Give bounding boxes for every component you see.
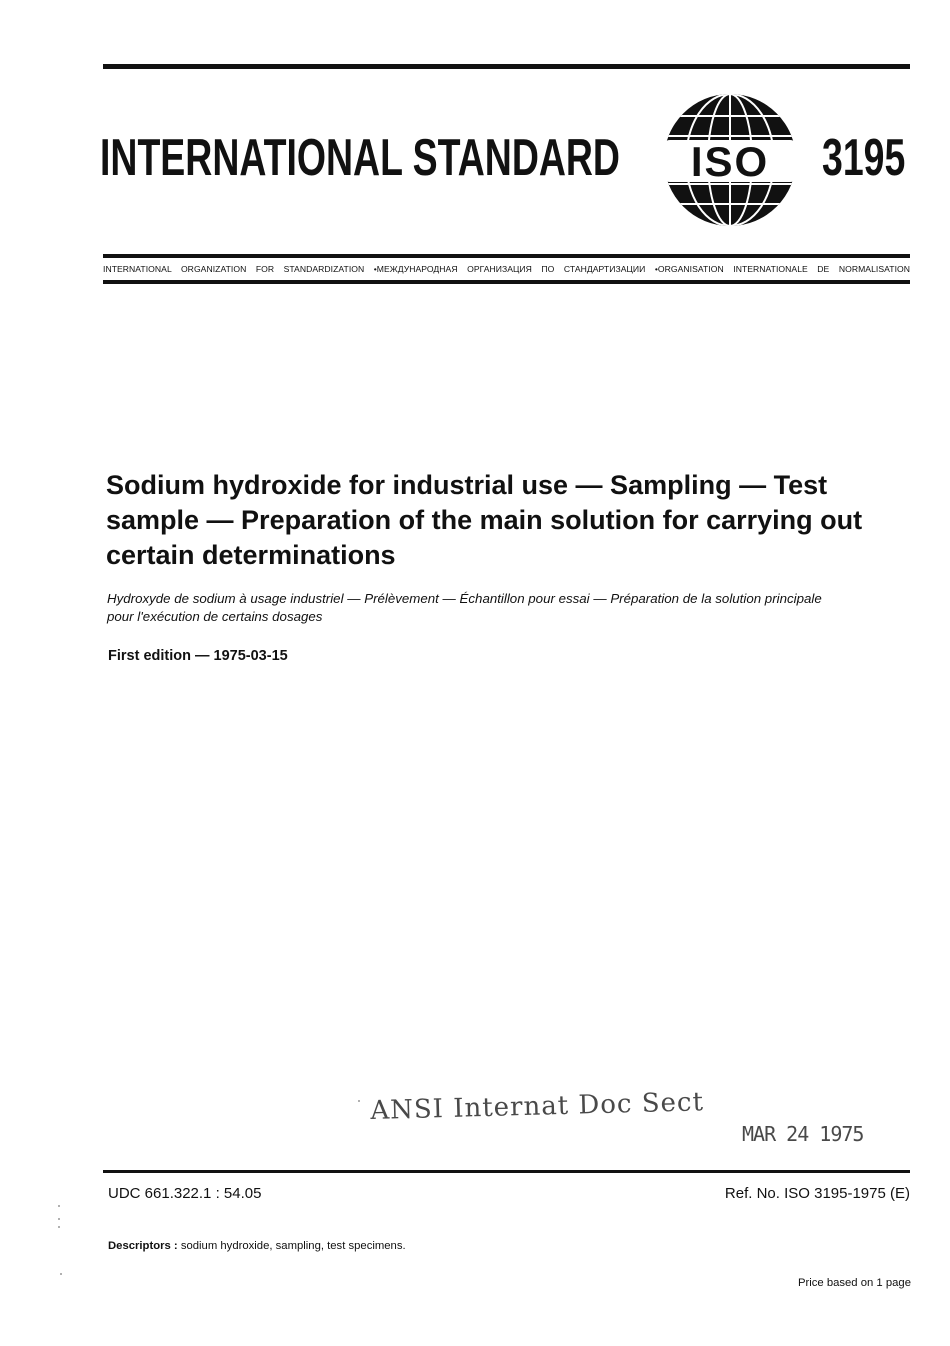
- standard-number: 3195: [822, 129, 906, 187]
- standard-title: INTERNATIONAL STANDARD: [100, 129, 620, 187]
- header-rule-upper: [103, 254, 910, 258]
- descriptors-label: Descriptors :: [108, 1240, 178, 1252]
- header-rule-lower: [103, 280, 910, 284]
- ansi-received-stamp: ANSI Internat Doc Sect: [370, 1087, 705, 1126]
- edition-line: First edition — 1975-03-15: [108, 648, 288, 664]
- document-title-english: Sodium hydroxide for industrial use — Sampling — Test sample — Preparation of the main solution for carrying out certain determinations: [106, 470, 863, 570]
- descriptors-text: sodium hydroxide, sampling, test specimens.: [177, 1240, 406, 1252]
- top-rule: [103, 64, 910, 69]
- organization-line: INTERNATIONAL ORGANIZATION FOR STANDARDIZATION •МЕЖДУНАРОДНАЯ ОРГАНИЗАЦИЯ ПО СТАНДАРТИЗАЦИИ •ORGANISATION INTERNATIONALE DE NORMALISATION: [103, 264, 910, 274]
- scan-speck: [58, 1218, 60, 1220]
- received-date-stamp: MAR 24 1975: [742, 1122, 864, 1146]
- document-title-french: Hydroxyde de sodium à usage industriel — Prélèvement — Échantillon pour essai — Préparation de la solution principale pour l'exécution de certains dosages: [107, 591, 822, 624]
- scan-speck: [58, 1226, 60, 1228]
- iso-logo-text: ISO: [690, 138, 770, 185]
- scan-speck: [358, 1100, 360, 1102]
- scan-speck: [60, 1273, 62, 1275]
- reference-number: Ref. No. ISO 3195-1975 (E): [724, 1185, 910, 1202]
- descriptors-line: [108, 1240, 406, 1252]
- footer-rule: [103, 1170, 910, 1173]
- udc-number: UDC 661.322.1 : 54.05: [108, 1185, 262, 1202]
- iso-globe-logo: [650, 88, 810, 232]
- scan-speck: [58, 1205, 60, 1207]
- price-note: Price based on 1 page: [797, 1277, 911, 1289]
